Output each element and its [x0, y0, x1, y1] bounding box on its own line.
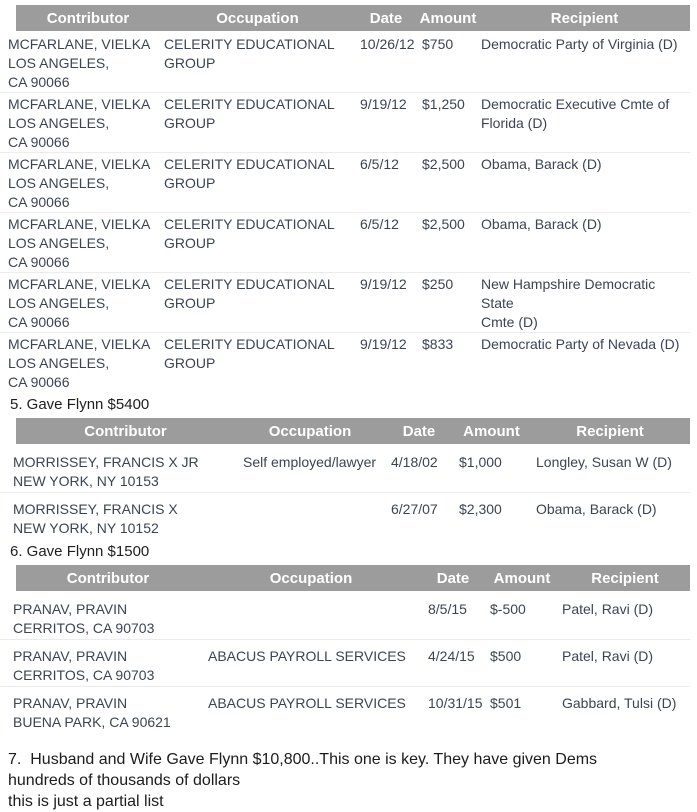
text-line: CELERITY EDUCATIONAL: [164, 156, 335, 172]
contributor-cell: [0, 155, 160, 212]
table-header-row: [16, 5, 690, 31]
text-line: Democratic Executive Cmte of: [481, 96, 670, 112]
text-line: CELERITY EDUCATIONAL: [164, 216, 335, 232]
amount-cell: $833: [422, 336, 454, 352]
recipient-cell: [479, 155, 690, 212]
text-line: Democratic Party of Virginia (D): [481, 36, 678, 52]
date-cell: 6/27/07: [391, 501, 438, 517]
table-row: [0, 153, 690, 213]
text-line: GROUP: [164, 115, 216, 131]
col-header-occupation: Occupation: [268, 422, 352, 440]
text-line: NEW YORK, NY 10153: [13, 473, 159, 489]
text-line: ABACUS PAYROLL SERVICES: [208, 648, 406, 664]
recipient-cell: [560, 694, 690, 732]
text-line: CELERITY EDUCATIONAL: [164, 36, 335, 52]
text-line: GROUP: [164, 175, 216, 191]
table-row: [0, 33, 690, 93]
date-cell: 4/18/02: [391, 454, 438, 470]
col-header-occupation: Occupation: [216, 9, 299, 27]
contributor-cell: [0, 600, 200, 638]
contribution-table-3: [0, 565, 697, 733]
col-header-contributor: Contributor: [66, 569, 150, 587]
occupation-cell: [235, 500, 385, 538]
date-cell: 8/5/15: [428, 601, 467, 617]
text-line: CA 90066: [8, 194, 70, 210]
amount-cell: $2,300: [459, 501, 502, 517]
amount-cell: $750: [422, 36, 454, 52]
col-header-occupation: Occupation: [269, 569, 353, 587]
amount-cell: $-500: [490, 601, 526, 617]
table-row: [0, 446, 690, 493]
text-line: GROUP: [164, 235, 216, 251]
text-line: LOS ANGELES,: [8, 175, 110, 191]
text-line: GROUP: [164, 55, 216, 71]
text-line: PRANAV, PRAVIN: [13, 648, 128, 664]
text-line: CERRITOS, CA 90703: [13, 667, 155, 683]
amount-cell: $1,250: [422, 96, 465, 112]
table-row: [0, 213, 690, 273]
contributor-cell: [0, 500, 235, 538]
text-line: LOS ANGELES,: [8, 115, 110, 131]
text-line: Cmte (D): [481, 314, 538, 330]
col-header-contributor: Contributor: [84, 422, 167, 440]
contributor-cell: [0, 95, 160, 152]
footer-line: 7. Husband and Wife Gave Flynn $10,800..This one is key. They have given Dems: [8, 751, 598, 768]
contributor-cell: [0, 215, 160, 272]
contributor-cell: [0, 275, 160, 332]
text-line: CERRITOS, CA 90703: [13, 620, 155, 636]
text-line: LOS ANGELES,: [8, 295, 110, 311]
text-line: Obama, Barack (D): [481, 156, 602, 172]
table-body: [0, 446, 697, 539]
occupation-cell: [200, 600, 422, 638]
occupation-cell: [160, 95, 355, 152]
text-line: Longley, Susan W (D): [536, 454, 672, 470]
table-row: [0, 687, 690, 733]
text-line: PRANAV, PRAVIN: [13, 695, 128, 711]
contribution-table-2: [0, 418, 697, 539]
text-line: Patel, Ravi (D): [562, 648, 654, 664]
occupation-cell: [160, 275, 355, 332]
col-header-recipient: Recipient: [576, 422, 644, 440]
recipient-cell: [479, 335, 690, 392]
date-cell: 9/19/12: [360, 276, 407, 292]
text-line: MCFARLANE, VIELKA: [8, 336, 151, 352]
text-line: CA 90066: [8, 74, 70, 90]
contributor-cell: [0, 335, 160, 392]
col-header-date: Date: [402, 422, 436, 440]
text-line: CA 90066: [8, 254, 70, 270]
text-line: MORRISSEY, FRANCIS X: [13, 501, 178, 517]
col-header-contributor: Contributor: [46, 9, 130, 27]
occupation-cell: [160, 335, 355, 392]
text-line: CA 90066: [8, 314, 70, 330]
text-line: ABACUS PAYROLL SERVICES: [208, 695, 406, 711]
date-cell: 6/5/12: [360, 156, 399, 172]
section-heading-5: 5. Gave Flynn $5400: [10, 396, 150, 413]
text-line: CELERITY EDUCATIONAL: [164, 276, 335, 292]
date-cell: 9/19/12: [360, 96, 407, 112]
amount-cell: $1,000: [459, 454, 502, 470]
text-line: CELERITY EDUCATIONAL: [164, 336, 335, 352]
text-line: Self employed/lawyer: [243, 454, 377, 470]
amount-cell: $500: [490, 648, 522, 664]
text-line: BUENA PARK, CA 90621: [13, 714, 171, 730]
table-row: [0, 333, 690, 392]
col-header-amount: Amount: [493, 569, 551, 587]
text-line: Florida (D): [481, 115, 548, 131]
text-line: MCFARLANE, VIELKA: [8, 276, 151, 292]
footer-note: [8, 749, 697, 812]
table-row: [0, 93, 690, 153]
text-line: Obama, Barack (D): [536, 501, 657, 517]
table-row: [0, 273, 690, 333]
table-row: [0, 593, 690, 640]
col-header-date: Date: [369, 9, 403, 27]
text-line: CELERITY EDUCATIONAL: [164, 96, 335, 112]
col-header-amount: Amount: [463, 422, 520, 440]
text-line: CA 90066: [8, 134, 70, 150]
text-line: MCFARLANE, VIELKA: [8, 36, 151, 52]
table-body: [0, 593, 697, 733]
col-header-amount: Amount: [419, 9, 477, 27]
text-line: LOS ANGELES,: [8, 355, 110, 371]
table-row: [0, 493, 690, 539]
amount-cell: $501: [490, 695, 522, 711]
recipient-cell: [479, 35, 690, 92]
recipient-cell: [530, 500, 690, 538]
date-cell: 10/26/12: [360, 36, 415, 52]
text-line: MCFARLANE, VIELKA: [8, 156, 151, 172]
contributor-cell: [0, 647, 200, 685]
recipient-cell: [479, 275, 690, 332]
text-line: LOS ANGELES,: [8, 55, 110, 71]
col-header-recipient: Recipient: [550, 9, 619, 27]
occupation-cell: [235, 453, 385, 491]
date-cell: 9/19/12: [360, 336, 407, 352]
recipient-cell: [479, 95, 690, 152]
text-line: GROUP: [164, 355, 216, 371]
amount-cell: $2,500: [422, 156, 465, 172]
table-row: [0, 640, 690, 687]
recipient-cell: [479, 215, 690, 272]
text-line: CA 90066: [8, 374, 70, 390]
occupation-cell: [160, 155, 355, 212]
col-header-recipient: Recipient: [591, 569, 659, 587]
date-cell: 10/31/15: [428, 695, 483, 711]
text-line: Obama, Barack (D): [481, 216, 602, 232]
occupation-cell: [160, 215, 355, 272]
recipient-cell: [530, 453, 690, 491]
contributor-cell: [0, 453, 235, 491]
text-line: LOS ANGELES,: [8, 235, 110, 251]
occupation-cell: [160, 35, 355, 92]
recipient-cell: [560, 600, 690, 638]
table-body: [0, 33, 697, 392]
col-header-date: Date: [436, 569, 470, 587]
text-line: Patel, Ravi (D): [562, 601, 654, 617]
section-heading-6: 6. Gave Flynn $1500: [10, 543, 150, 560]
footer-line: this is just a partial list: [8, 793, 164, 810]
occupation-cell: [200, 694, 422, 732]
footer-line: hundreds of thousands of dollars: [8, 772, 241, 789]
contributor-cell: [0, 35, 160, 92]
recipient-cell: [560, 647, 690, 685]
occupation-cell: [200, 647, 422, 685]
contributor-cell: [0, 694, 200, 732]
text-line: MCFARLANE, VIELKA: [8, 96, 151, 112]
text-line: NEW YORK, NY 10152: [13, 520, 159, 536]
amount-cell: $250: [422, 276, 454, 292]
table-header-row: [16, 565, 690, 591]
text-line: MCFARLANE, VIELKA: [8, 216, 151, 232]
date-cell: 4/24/15: [428, 648, 475, 664]
text-line: Democratic Party of Nevada (D): [481, 336, 680, 352]
date-cell: 6/5/12: [360, 216, 399, 232]
table-header-row: [16, 418, 690, 444]
text-line: Gabbard, Tulsi (D): [562, 695, 677, 711]
text-line: GROUP: [164, 295, 216, 311]
amount-cell: $2,500: [422, 216, 465, 232]
contribution-table-1: [0, 5, 697, 392]
text-line: PRANAV, PRAVIN: [13, 601, 128, 617]
text-line: MORRISSEY, FRANCIS X JR: [13, 454, 199, 470]
text-line: New Hampshire Democratic State: [481, 276, 656, 311]
